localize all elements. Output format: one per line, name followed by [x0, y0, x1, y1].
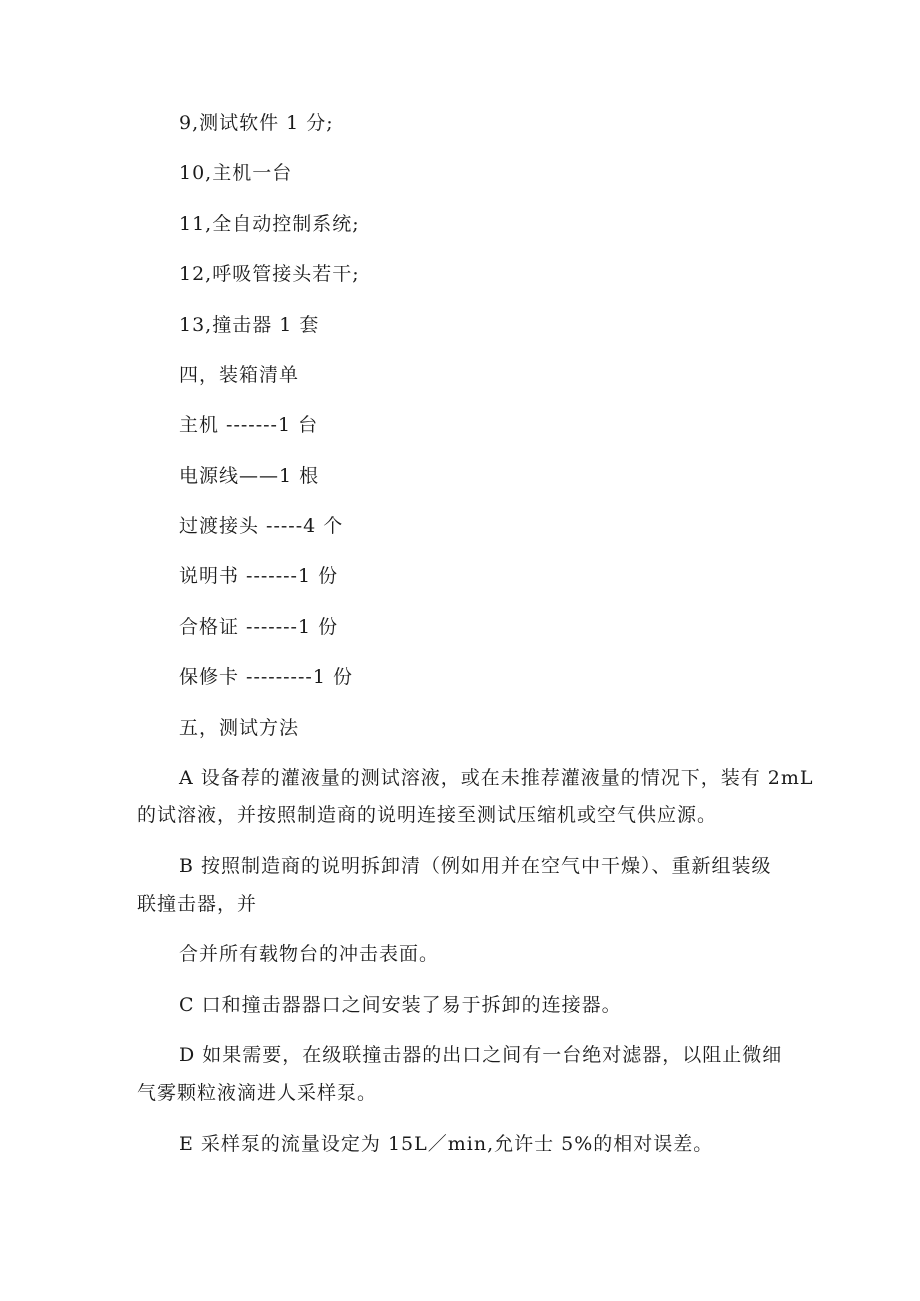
packing-item-warranty: 保修卡 ---------1 份	[179, 666, 353, 688]
packing-item-power-cord: 电源线——1 根	[179, 465, 320, 487]
paragraph-b-continuation: 合并所有载物台的冲击表面。	[179, 943, 440, 965]
paragraph-d-line-2: 气雾颗粒液滴进人采样泵。	[137, 1082, 378, 1104]
packing-item-manual: 说明书 -------1 份	[179, 565, 339, 587]
packing-item-adapter: 过渡接头 -----4 个	[179, 515, 344, 537]
packing-item-host: 主机 -------1 台	[179, 414, 319, 436]
paragraph-b-line-1: B 按照制造商的说明拆卸清（例如用并在空气中干燥）、重新组装级	[179, 855, 772, 877]
packing-item-certificate: 合格证 -------1 份	[179, 616, 339, 638]
section-4-heading: 四，装箱清单	[179, 364, 300, 386]
paragraph-d-line-1: D 如果需要，在级联撞击器的出口之间有一台绝对滤器，以阻止微细	[179, 1044, 783, 1066]
paragraph-a-line-1: A 设备荐的灌液量的测试溶液，或在未推荐灌液量的情况下，装有 2mL	[179, 767, 814, 789]
list-item-11: 11,全自动控制系统;	[179, 213, 360, 235]
paragraph-c: C 口和撞击器器口之间安装了易于拆卸的连接器。	[179, 994, 622, 1016]
paragraph-a-line-2: 的试溶液，并按照制造商的说明连接至测试压缩机或空气供应源。	[137, 804, 718, 826]
list-item-12: 12,呼吸管接头若干;	[179, 263, 360, 285]
list-item-9: 9,测试软件 1 分;	[179, 112, 334, 134]
list-item-13: 13,撞击器 1 套	[179, 314, 320, 336]
paragraph-b-line-2: 联撞击器，并	[137, 893, 258, 915]
section-5-heading: 五，测试方法	[179, 717, 300, 739]
list-item-10: 10,主机一台	[179, 162, 293, 184]
paragraph-e: E 采样泵的流量设定为 15L／min,允许士 5%的相对误差。	[179, 1133, 714, 1155]
